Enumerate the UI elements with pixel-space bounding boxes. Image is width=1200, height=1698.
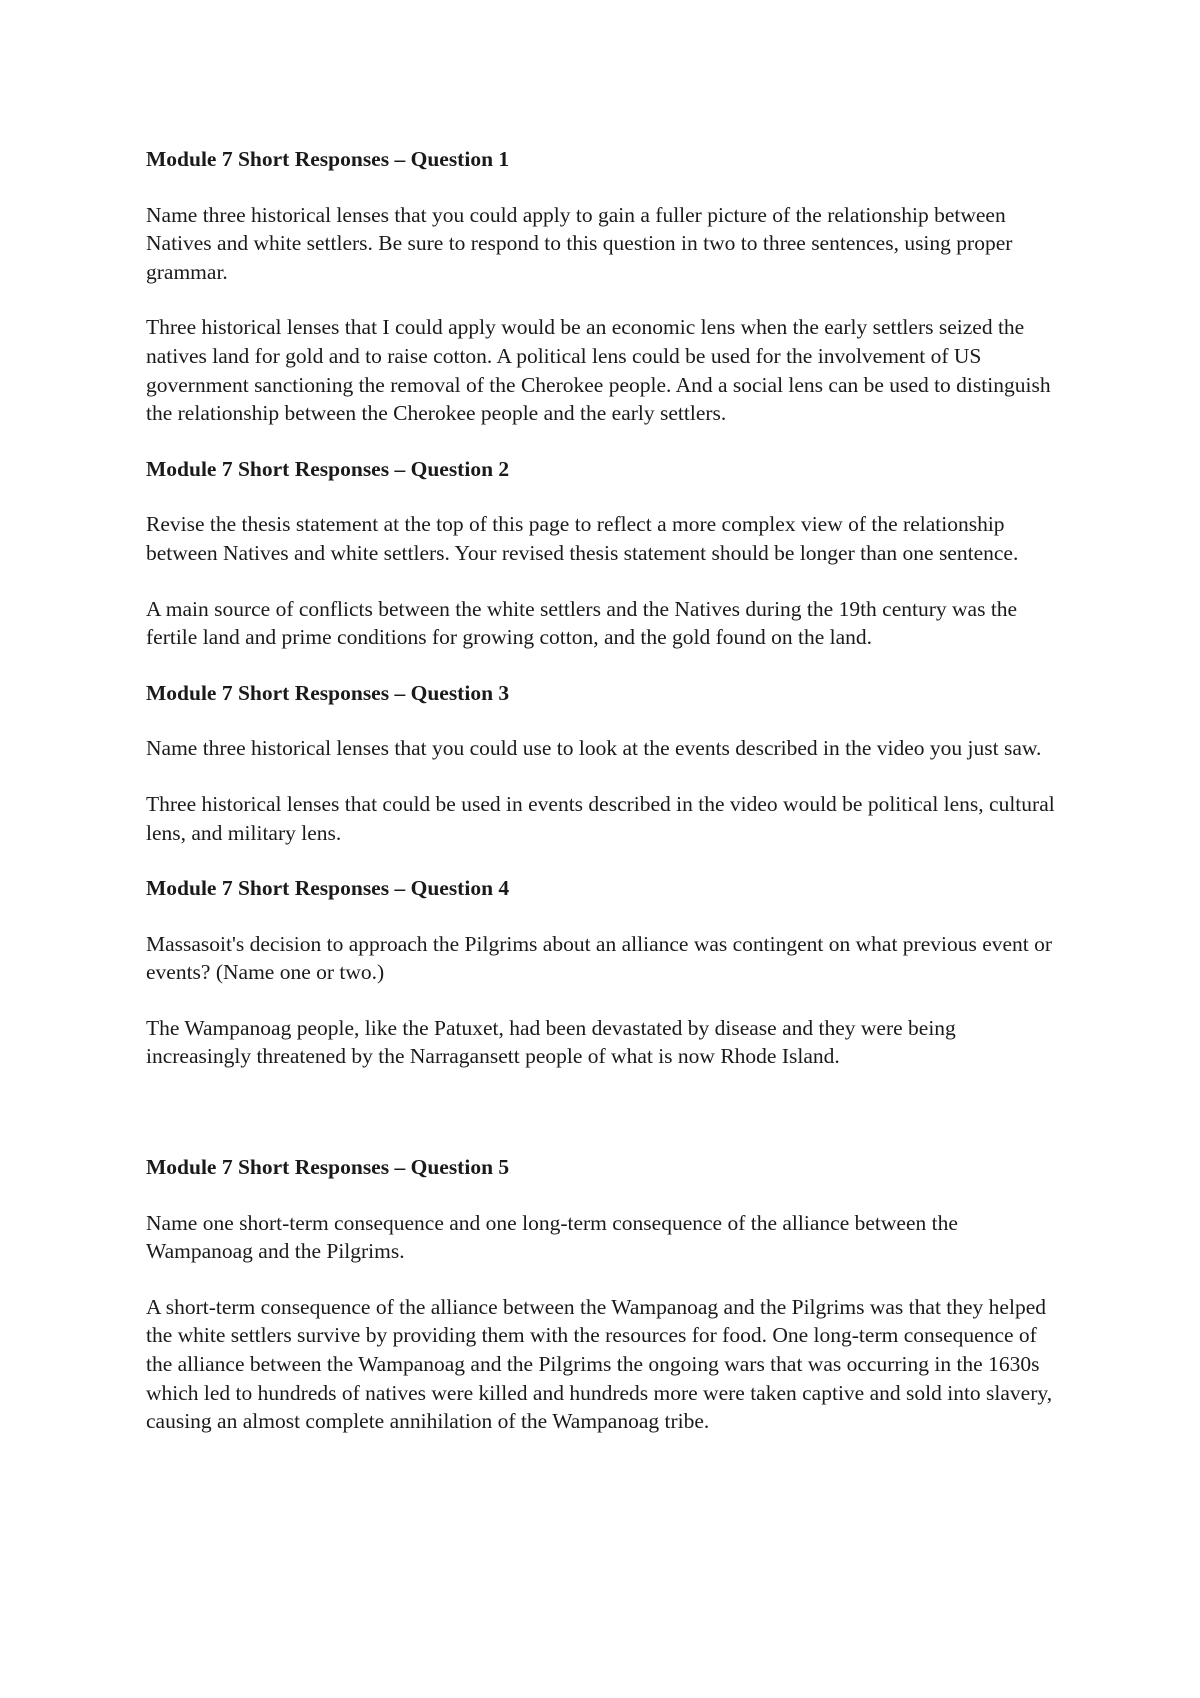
question-3-heading: Module 7 Short Responses – Question 3 (146, 680, 510, 705)
question-5-section (146, 1153, 1066, 1436)
question-3-section (146, 679, 1066, 847)
question-3-answer: Three historical lenses that could be used in events described in the video would be political lens, cultural lens, and military lens. (146, 791, 1055, 845)
question-2-prompt: Revise the thesis statement at the top of this page to reflect a more complex view of the relationship between Natives and white settlers. Your revised thesis statement should be longer than one sentence. (146, 512, 1019, 565)
question-5-answer: A short-term consequence of the alliance between the Wampanoag and the Pilgrims was that they helped the white settlers survive by providing them with the resources for food. One long-term consequence of the alliance between the Wampanoag and the Pilgrims the ongoing wars that was occurring in the 1630s which led to hundreds of natives were killed and hundreds more were taken captive and sold into slavery, causing an almost complete annihilation of the Wampanoag tribe. (146, 1294, 1053, 1434)
document-body (146, 145, 1066, 1463)
question-4-section (146, 874, 1066, 1071)
question-2-section (146, 455, 1066, 652)
question-1-section (146, 145, 1066, 428)
question-4-prompt: Massasoit's decision to approach the Pilgrims about an alliance was contingent on what previous event or events? (Name one or two.) (146, 931, 1053, 985)
question-1-heading: Module 7 Short Responses – Question 1 (146, 147, 510, 171)
question-1-answer: Three historical lenses that I could apply would be an economic lens when the early settlers seized the natives land for gold and to raise cotton. A political lens could be used for the involvement of US government sanctioning the removal of the Cherokee people. And a social lens can be used to distinguish the relationship between the Cherokee people and the early settlers. (146, 315, 1051, 426)
question-2-heading: Module 7 Short Responses – Question 2 (146, 456, 510, 481)
question-1-prompt: Name three historical lenses that you could apply to gain a fuller picture of the relationship between Natives and white settlers. Be sure to respond to this question in two to three sentences, using proper grammar. (146, 202, 1013, 284)
question-5-prompt: Name one short-term consequence and one long-term consequence of the alliance between the Wampanoag and the Pilgrims. (146, 1210, 958, 1264)
question-3-prompt: Name three historical lenses that you could use to look at the events described in the video you just saw. (146, 736, 1042, 761)
question-4-heading: Module 7 Short Responses – Question 4 (146, 876, 510, 901)
question-4-answer: The Wampanoag people, like the Patuxet, had been devastated by disease and they were being increasingly threatened by the Narragansett people of what is now Rhode Island. (146, 1015, 956, 1069)
question-2-answer: A main source of conflicts between the white settlers and the Natives during the 19th century was the fertile land and prime conditions for growing cotton, and the gold found on the land. (146, 596, 1018, 650)
question-5-heading: Module 7 Short Responses – Question 5 (146, 1155, 510, 1180)
blank-space (146, 1098, 1066, 1153)
